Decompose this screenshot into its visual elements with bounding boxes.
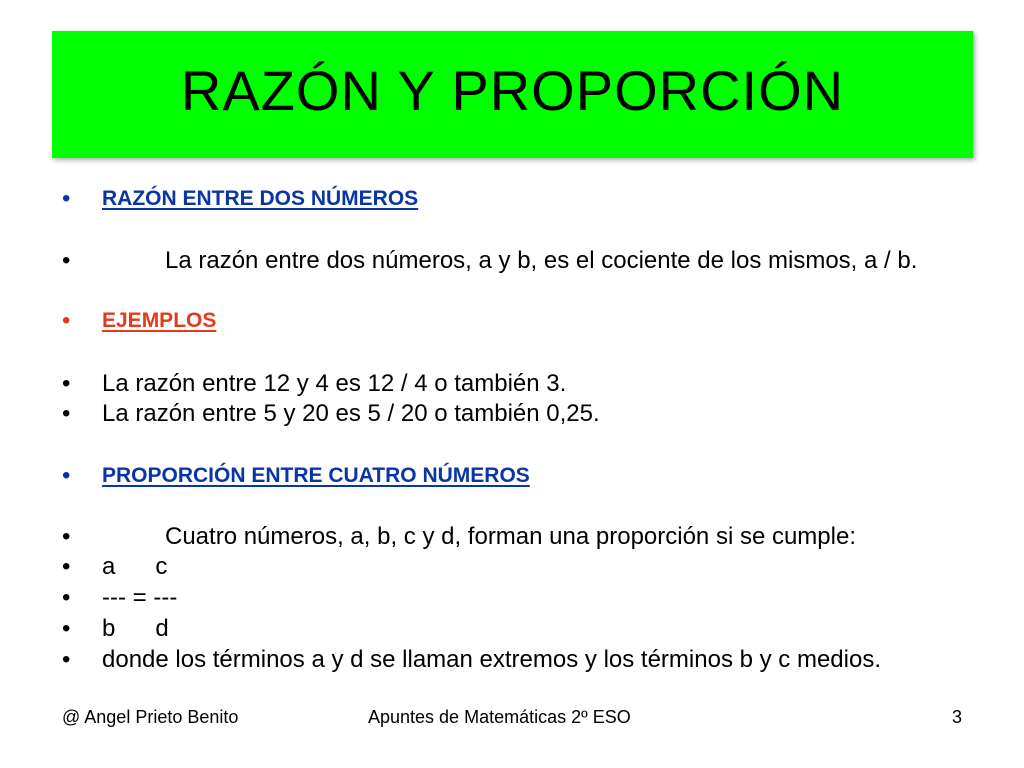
bullet-proporcion-heading [0,461,1024,491]
footer-course: Apuntes de Matemáticas 2º ESO [368,707,631,727]
bullet-dot: • [62,185,71,212]
bullet-razon-heading [0,184,1024,214]
example-1: La razón entre 12 y 4 es 12 / 4 o también 3. [102,370,567,397]
bullet-dot: • [62,646,71,673]
footer-page-number: 3 [952,707,963,727]
bullet-proporcion-definition [0,522,1024,552]
example-2: La razón entre 5 y 20 es 5 / 20 o también 0,25. [102,400,600,427]
bullet-dot: • [62,400,71,427]
bullet-dot: • [62,523,71,550]
slide-title: RAZÓN Y PROPORCIÓN [180,59,845,122]
bullet-dot: • [62,307,71,334]
bullet-razon-definition [0,246,1024,276]
bullet-dot: • [62,615,71,642]
bullet-ejemplos-heading [0,306,1024,336]
bullet-dot: • [62,247,71,274]
bullet-example-2 [0,399,1024,429]
bullet-fraction-bar [0,583,1024,613]
razon-definition: La razón entre dos números, a y b, es el cociente de los mismos, a / b. [165,247,918,274]
terms-note: donde los términos a y d se llaman extremos y los términos b y c medios. [102,646,881,673]
fraction-denominators: b d [102,615,169,642]
bullet-terms-note [0,645,1024,675]
bullet-fraction-numerators [0,552,1024,582]
razon-heading: RAZÓN ENTRE DOS NÚMEROS [102,187,419,210]
bullet-dot: • [62,462,71,489]
proporcion-heading: PROPORCIÓN ENTRE CUATRO NÚMEROS [102,464,530,487]
bullet-example-1 [0,369,1024,399]
ejemplos-heading: EJEMPLOS [102,309,217,332]
bullet-dot: • [62,584,71,611]
bullet-fraction-denominators [0,614,1024,644]
bullet-dot: • [62,370,71,397]
footer-author: @ Angel Prieto Benito [62,707,239,727]
bullet-dot: • [62,553,71,580]
fraction-numerators: a c [102,553,168,580]
fraction-bar: --- = --- [102,584,178,611]
proporcion-definition: Cuatro números, a, b, c y d, forman una proporción si se cumple: [165,523,856,550]
